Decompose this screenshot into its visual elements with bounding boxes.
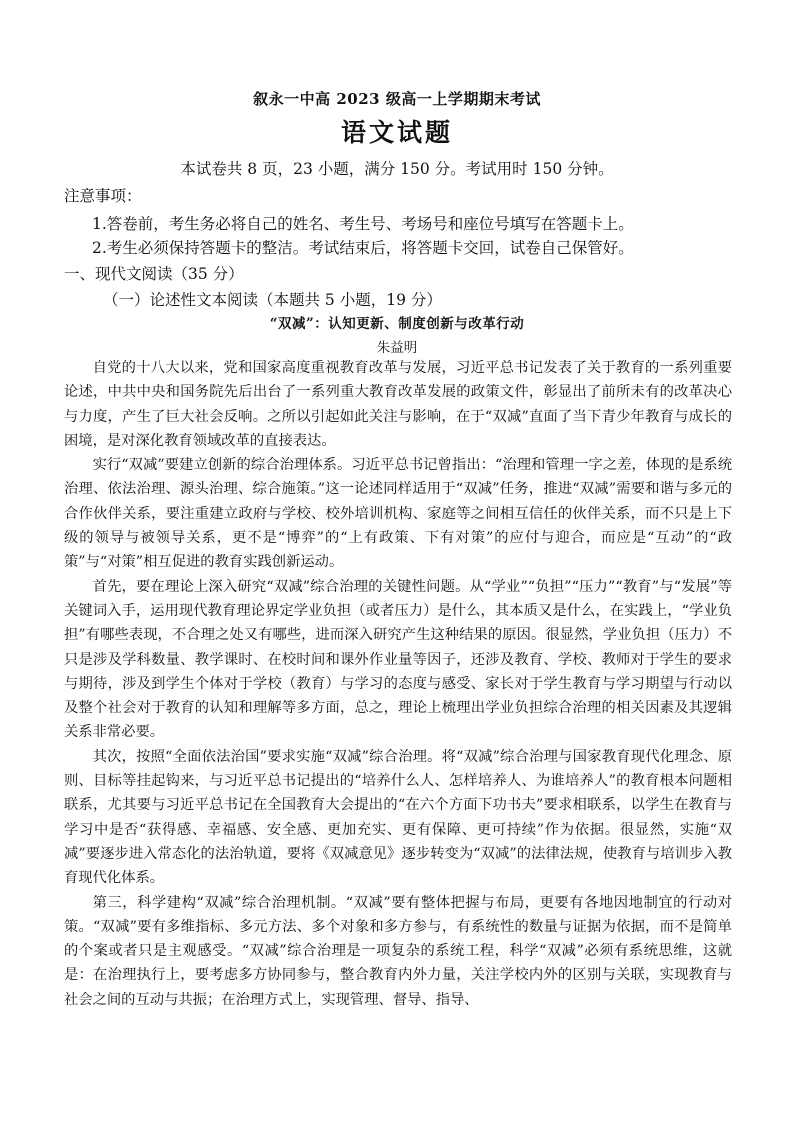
notice-item-2: 2.考生必须保持答题卡的整洁。考试结束后，将答题卡交回，试卷自己保管好。 [92,239,634,257]
school-exam-title: 叙永一中高 2023 级高一上学期期末考试 [253,90,541,108]
article-paragraph-4: 其次，按照“全面依法治国”要求实施“双减”综合治理。将“双减”综合治理与国家教育现代化理念、原则、目标等挂起钩来，与习近平总书记提出的“培养什么人、怎样培养人、为谁培养人”的教育根本问题相联系，尤其要与习近平总书记在全国教育大会提出的“在六个方面下功书夫”要求相联系，以学生在教育与学习中是否“获得感、幸福感、安全感、更加充实、更有保障、更可持续”作为依据。很显然，实施“双减”要逐步进入常态化的法治轨道，要将《双减意见》逐步转变为“双减”的法律法规，使教育与培训步入教育现代化体系。 [64,748,732,887]
notice-item-1: 1.答卷前，考生务必将自己的姓名、考生号、考场号和座位号填写在答题卡上。 [92,215,634,233]
article-paragraph-1: 自党的十八大以来，党和国家高度重视教育改革与发展，习近平总书记发表了关于教育的一系列重要论述，中共中央和国务院先后出台了一系列重大教育改革发展的政策文件，彰显出了前所未有的改革决心与力度，产生了巨大社会反响。之所以引起如此关注与影响，在于“双减”直面了当下青少年教育与成长的困境，是对深化教育领域改革的直接表达。 [64,360,732,449]
article-paragraph-3: 首先，要在理论上深入研究“双减”综合治理的关键性问题。从“学业”“负担”“压力”“教育”与“发展”等关键词入手，运用现代教育理论界定学业负担（或者压力）是什么，其本质又是什么，在实践上，“学业负担”有哪些表现，不合理之处又有哪些，进而深入研究产生这种结果的原因。很显然，学业负担（压力）不只是涉及学科数量、教学课时、在校时间和课外作业量等因子，还涉及教育、学校、教师对于学生的要求与期待，涉及到学生个体对于学校（教育）与学习的态度与感受、家长对于学生教育与学习期望与行动以及整个社会对于教育的认知和理解等多方面，总之，理论上梳理出学业负担综合治理的相关因素及其逻辑关系非常必要。 [64,578,732,741]
exam-info: 本试卷共 8 页，23 小题，满分 150 分。考试用时 150 分钟。 [180,160,614,178]
article-title: “双减”：认知更新、制度创新与改革行动 [269,316,525,332]
article-body [64,356,732,1012]
section-title: 一、现代文阅读（35 分） [64,265,244,283]
article-paragraph-2: 实行“双减”要建立创新的综合治理体系。习近平总书记曾指出：“治理和管理一字之差，体现的是系统治理、依法治理、源头治理、综合施策。”这一论述同样适用于“双减”任务，推进“双减”需要和谐与多元的合作伙伴关系，要注重建立政府与学校、校外培训机构、家庭等之间相互信任的伙伴关系，而不只是上下级的领导与被领导关系，更不是“博弈”的“上有政策、下有对策”的应付与迎合，而应是“互动”的“政策”与“对策”相互促进的教育实践创新运动。 [64,457,732,571]
article-paragraph-5: 第三，科学建构“双减”综合治理机制。“双减”要有整体把握与布局，更要有各地因地制宜的行动对策。“双减”要有多维指标、多元方法、多个对象和多方参与，有系统性的数量与证据为依据，而不是简单的个案或者只是主观感受。“双减”综合治理是一项复杂的系统工程，科学“双减”必须有系统思维，这就是：在治理执行上，要考虑多方协同参与，整合教育内外力量，关注学校内外的区别与关联，实现教育与社会之间的互动与共振；在治理方式上，实现管理、督导、指导、 [64,894,732,1008]
article-author: 朱益明 [376,340,418,356]
notice-title: 注意事项： [64,187,142,205]
subject-title: 语文试题 [340,118,453,147]
subsection-title: （一）论述性文本阅读（本题共 5 小题，19 分） [103,291,442,309]
